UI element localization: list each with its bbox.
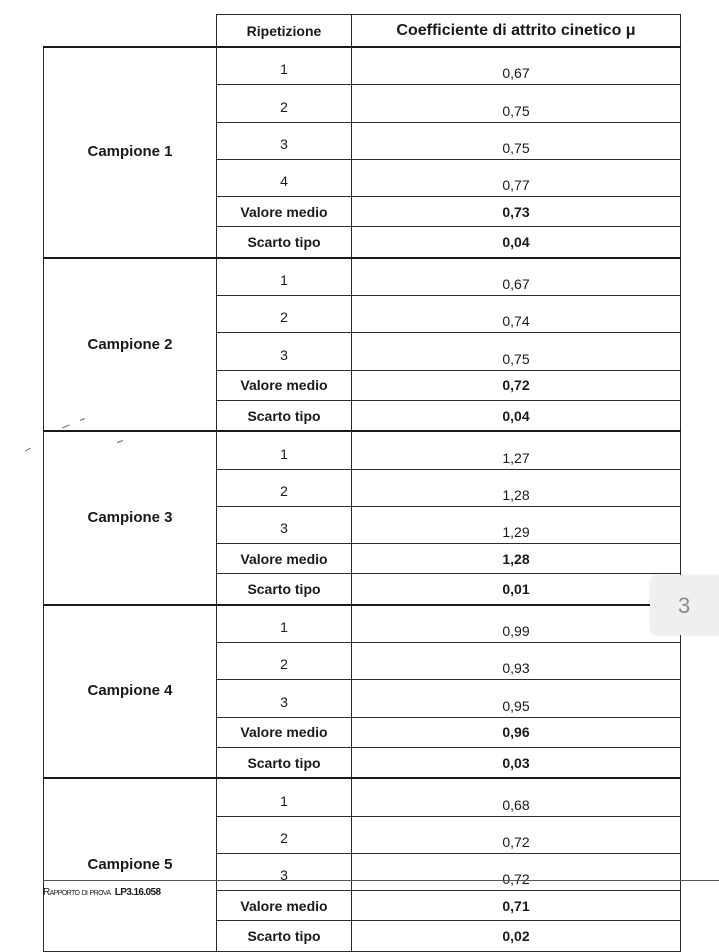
repetition-number: 2	[217, 85, 352, 122]
footer-label: Rapporto di prova	[43, 887, 111, 898]
table-row	[44, 47, 681, 85]
mean-value: 1,28	[352, 544, 681, 574]
coefficient-value: 0,74	[352, 296, 681, 333]
header-repetition: Ripetizione	[217, 15, 352, 48]
repetition-number: 1	[217, 605, 352, 643]
std-label: Scarto tipo	[217, 921, 352, 951]
repetition-number: 3	[217, 506, 352, 543]
header-empty-corner	[44, 15, 217, 48]
footer-rule	[43, 880, 719, 881]
std-label: Scarto tipo	[217, 227, 352, 258]
coefficient-value: 0,68	[352, 778, 681, 816]
std-value: 0,03	[352, 747, 681, 778]
std-value: 0,01	[352, 574, 681, 605]
repetition-number: 3	[217, 853, 352, 890]
mean-value: 0,73	[352, 197, 681, 227]
coefficient-value: 0,72	[352, 853, 681, 890]
page-number-badge	[650, 575, 719, 635]
mean-label: Valore medio	[217, 717, 352, 747]
footer-report-code: LP3.16.058	[114, 887, 161, 898]
table-row	[44, 605, 681, 643]
repetition-number: 1	[217, 778, 352, 816]
coefficient-value: 0,67	[352, 47, 681, 85]
repetition-number: 1	[217, 258, 352, 296]
mean-value: 0,96	[352, 717, 681, 747]
sample-name: Campione 4	[44, 605, 217, 778]
sample-name: Campione 5	[44, 778, 217, 951]
repetition-number: 3	[217, 122, 352, 159]
sample-name: Campione 3	[44, 431, 217, 604]
table-row	[44, 258, 681, 296]
coefficient-value: 0,72	[352, 816, 681, 853]
coefficient-value: 1,28	[352, 469, 681, 506]
sample-name: Campione 2	[44, 258, 217, 431]
coefficient-value: 0,95	[352, 680, 681, 717]
coefficient-value: 0,75	[352, 333, 681, 370]
repetition-number: 2	[217, 296, 352, 333]
repetition-number: 2	[217, 469, 352, 506]
repetition-number: 2	[217, 816, 352, 853]
repetition-number: 1	[217, 431, 352, 469]
std-label: Scarto tipo	[217, 747, 352, 778]
coefficient-value: 1,29	[352, 506, 681, 543]
mean-label: Valore medio	[217, 544, 352, 574]
mean-label: Valore medio	[217, 370, 352, 400]
table-row	[44, 778, 681, 816]
mean-label: Valore medio	[217, 197, 352, 227]
coefficient-value: 0,77	[352, 159, 681, 196]
repetition-number: 1	[217, 47, 352, 85]
footer	[43, 887, 160, 898]
repetition-number: 3	[217, 680, 352, 717]
repetition-number: 4	[217, 159, 352, 196]
std-value: 0,02	[352, 921, 681, 951]
header-coefficient: Coefficiente di attrito cinetico μ	[352, 15, 681, 48]
table-header-row	[44, 15, 681, 48]
std-value: 0,04	[352, 400, 681, 431]
std-label: Scarto tipo	[217, 574, 352, 605]
coefficient-value: 0,93	[352, 643, 681, 680]
friction-results-table	[43, 14, 681, 952]
mean-value: 0,72	[352, 370, 681, 400]
table-row	[44, 431, 681, 469]
coefficient-value: 0,99	[352, 605, 681, 643]
scan-mark	[25, 448, 31, 452]
std-label: Scarto tipo	[217, 400, 352, 431]
std-value: 0,04	[352, 227, 681, 258]
sample-name: Campione 1	[44, 47, 217, 258]
repetition-number: 3	[217, 333, 352, 370]
repetition-number: 2	[217, 643, 352, 680]
mean-value: 0,71	[352, 891, 681, 921]
mean-label: Valore medio	[217, 891, 352, 921]
coefficient-value: 0,75	[352, 122, 681, 159]
page-number: 3	[678, 593, 691, 618]
coefficient-value: 0,67	[352, 258, 681, 296]
coefficient-value: 0,75	[352, 85, 681, 122]
coefficient-value: 1,27	[352, 431, 681, 469]
